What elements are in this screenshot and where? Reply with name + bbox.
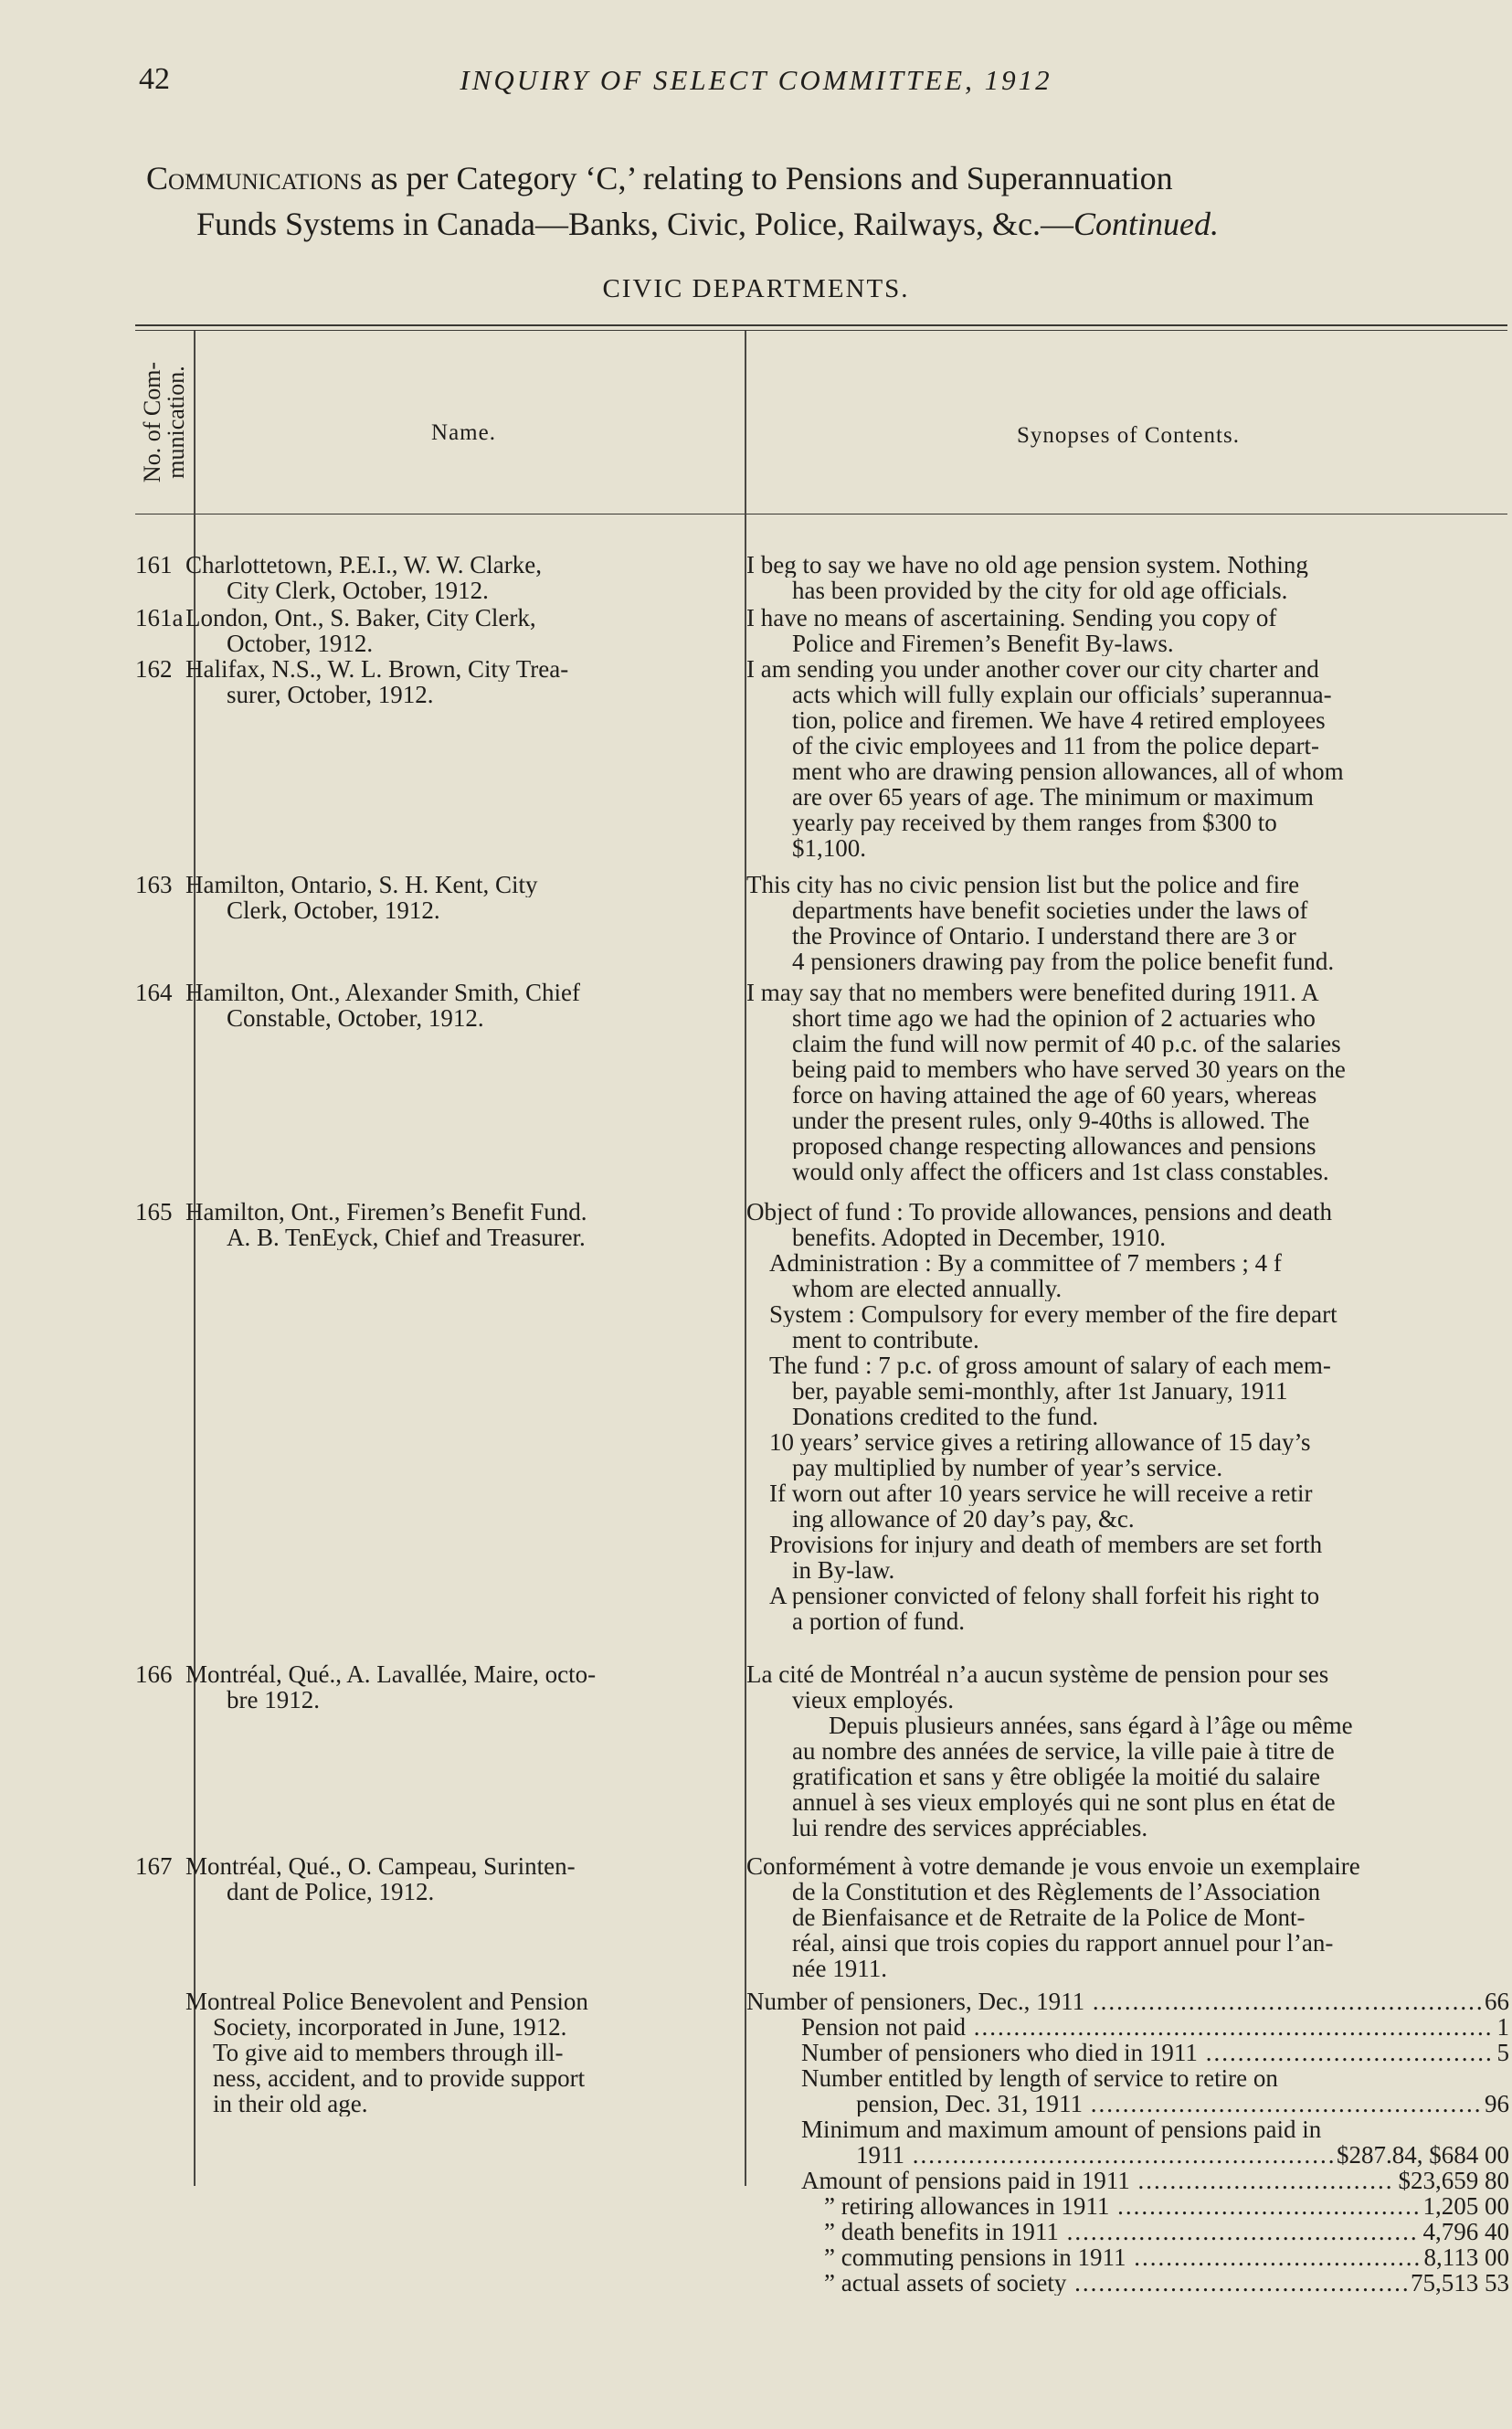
entry-synopsis: I may say that no members were benefited during 1911. A short time ago we had the opinion of 2 actuaries who claim the fund will now permit of 40 p.c. of the salaries being paid to members who have served 30 years on the force on having attained the age of 60 years, whereas under the present rules, only 9-40ths is allowed. The proposed change respecting allowances and pensions would only affect the officers and 1st class constables. (746, 980, 1346, 1184)
entry-name: Hamilton, Ontario, S. H. Kent, City Clerk, October, 1912. (185, 872, 538, 923)
entry-number: 162 (135, 655, 173, 683)
stat-row: Minimum and maximum amount of pensions paid in (801, 2116, 1322, 2143)
column-header-name: Name. (431, 420, 496, 445)
entry-synopsis: Object of fund : To provide allowances, pensions and death benefits. Adopted in December, 1910. Administration : By a committee of 7 members ; 4 f whom are elected annually. System : Compulsory for every member of the fire depart ment to contribute. The fund : 7 p.c. of gross amount of salary of each mem- ber, payable semi-monthly, after 1st January, 1911 Donations credited to the fund. 10 years’ service gives a retiring allowance of 15 day’s pay multiplied by number of year’s service. If worn out after 10 years service he will receive a retir ing allowance of 20 day’s pay, &c. Provisions for injury and death of members are set forth in By-law. A pensioner convicted of felony shall forfeit his right to a portion of fund. (746, 1199, 1338, 1634)
heading-line1: as per Category ‘C,’ relating to Pensions and Superannuation (362, 160, 1173, 196)
entry-synopsis: I am sending you under another cover our city charter and acts which will fully explain our officials’ superannua- tion, police and firemen. We have 4 retired employees of the civic employees and 11 from the police depart- ment who are drawing pension allowances, all of whom are over 65 years of age. The minimum or maximum yearly pay received by them ranges from $300 to $1,100. (746, 656, 1344, 861)
stat-row: ” commuting pensions in 1911 ..... 8,113 00 (746, 2244, 1509, 2270)
entry-number: 167 (135, 1852, 173, 1880)
stat-row: ” death benefits in 1911 ..... 4,796 40 (746, 2219, 1509, 2244)
entry-number: 164 (135, 979, 173, 1006)
entry-synopsis: La cité de Montréal n’a aucun système de pension pour ses vieux employés. Depuis plusieurs années, sans égard à l’âge ou même au nombre des années de service, la ville paie à titre de gratification et sans y être obligée la moitié du salaire annuel à ses vieux employés qui ne sont plus en état de lui rendre des services appréciables. (746, 1661, 1353, 1840)
entry-synopsis: I have no means of ascertaining. Sending you copy of Police and Firemen’s Benefit By-laws. (746, 605, 1277, 656)
stat-row: ” actual assets of society ..... 75,513 53 (746, 2270, 1509, 2296)
table-top-rule-2 (135, 330, 1507, 331)
entry-name: London, Ont., S. Baker, City Clerk, October, 1912. (185, 605, 536, 656)
heading-line2: Funds Systems in Canada—Banks, Civic, Police, Railways, &c.— (196, 206, 1073, 242)
stat-row: pension, Dec. 31, 1911 ..... 96 (746, 2091, 1509, 2116)
stat-row: Number entitled by length of service to retire on (801, 2064, 1278, 2092)
entry-number: 165 (135, 1198, 173, 1225)
entry-number: 161 (135, 551, 173, 578)
stat-row: Amount of pensions paid in 1911 ..... $23,659 80 (746, 2168, 1509, 2193)
entry-name: Montréal, Qué., O. Campeau, Surinten- dant de Police, 1912. (185, 1853, 576, 1904)
stat-row: Number of pensioners who died in 1911 ..... 5 (746, 2040, 1509, 2065)
stat-row: Number of pensioners, Dec., 1911 ..... 66 (746, 1989, 1509, 2014)
statistics-list (746, 1989, 1509, 2296)
entry-name: Montréal, Qué., A. Lavallée, Maire, octo- bre 1912. (185, 1661, 597, 1713)
section-title: CIVIC DEPARTMENTS. (602, 274, 910, 303)
entry-name: Hamilton, Ont., Firemen’s Benefit Fund. A. B. TenEyck, Chief and Treasurer. (185, 1199, 587, 1250)
entry-name: Hamilton, Ont., Alexander Smith, Chief Constable, October, 1912. (185, 980, 580, 1031)
entry-number: 166 (135, 1660, 173, 1688)
entry-synopsis: This city has no civic pension list but the police and fire departments have benefit societies under the laws of the Province of Ontario. I understand there are 3 or 4 pensioners drawing pay from the police benefit fund. (746, 872, 1335, 974)
entry-number: 161a (135, 604, 184, 631)
stat-row: ” retiring allowances in 1911 ..... 1,205 00 (746, 2193, 1509, 2219)
stat-row: Pension not paid ..... 1 (746, 2014, 1509, 2040)
entry-name: Montreal Police Benevolent and Pension Society, incorporated in June, 1912. To give aid to members through ill- ness, accident, and to provide support in their old age. (185, 1989, 588, 2116)
entry-synopsis: Conformément à votre demande je vous envoie un exemplaire de la Constitution et des Règlements de l’Association de Bienfaisance et de Retraite de la Police de Mont- réal, ainsi que trois copies du rapport annuel pour l’an- née 1911. (746, 1853, 1360, 1981)
entry-synopsis: I beg to say we have no old age pension system. Nothing has been provided by the city for old age officials. (746, 552, 1308, 603)
column-header-number-text: No. of Com- munication. (139, 361, 189, 483)
heading-smallcaps: Communications (146, 160, 363, 196)
stat-row: 1911 ..... $287.84, $684 00 (746, 2142, 1509, 2168)
heading-continued: Continued. (1073, 206, 1219, 242)
column-header-synopsis: Synopses of Contents. (1017, 423, 1240, 448)
entry-name: Halifax, N.S., W. L. Brown, City Trea- surer, October, 1912. (185, 656, 569, 707)
entry-name: Charlottetown, P.E.I., W. W. Clarke, City Clerk, October, 1912. (185, 552, 542, 603)
document-heading (146, 155, 1507, 247)
table-top-rule (135, 324, 1507, 326)
page-number: 42 (139, 62, 170, 96)
entry-number: 163 (135, 871, 173, 898)
running-head: INQUIRY OF SELECT COMMITTEE, 1912 (460, 64, 1052, 96)
